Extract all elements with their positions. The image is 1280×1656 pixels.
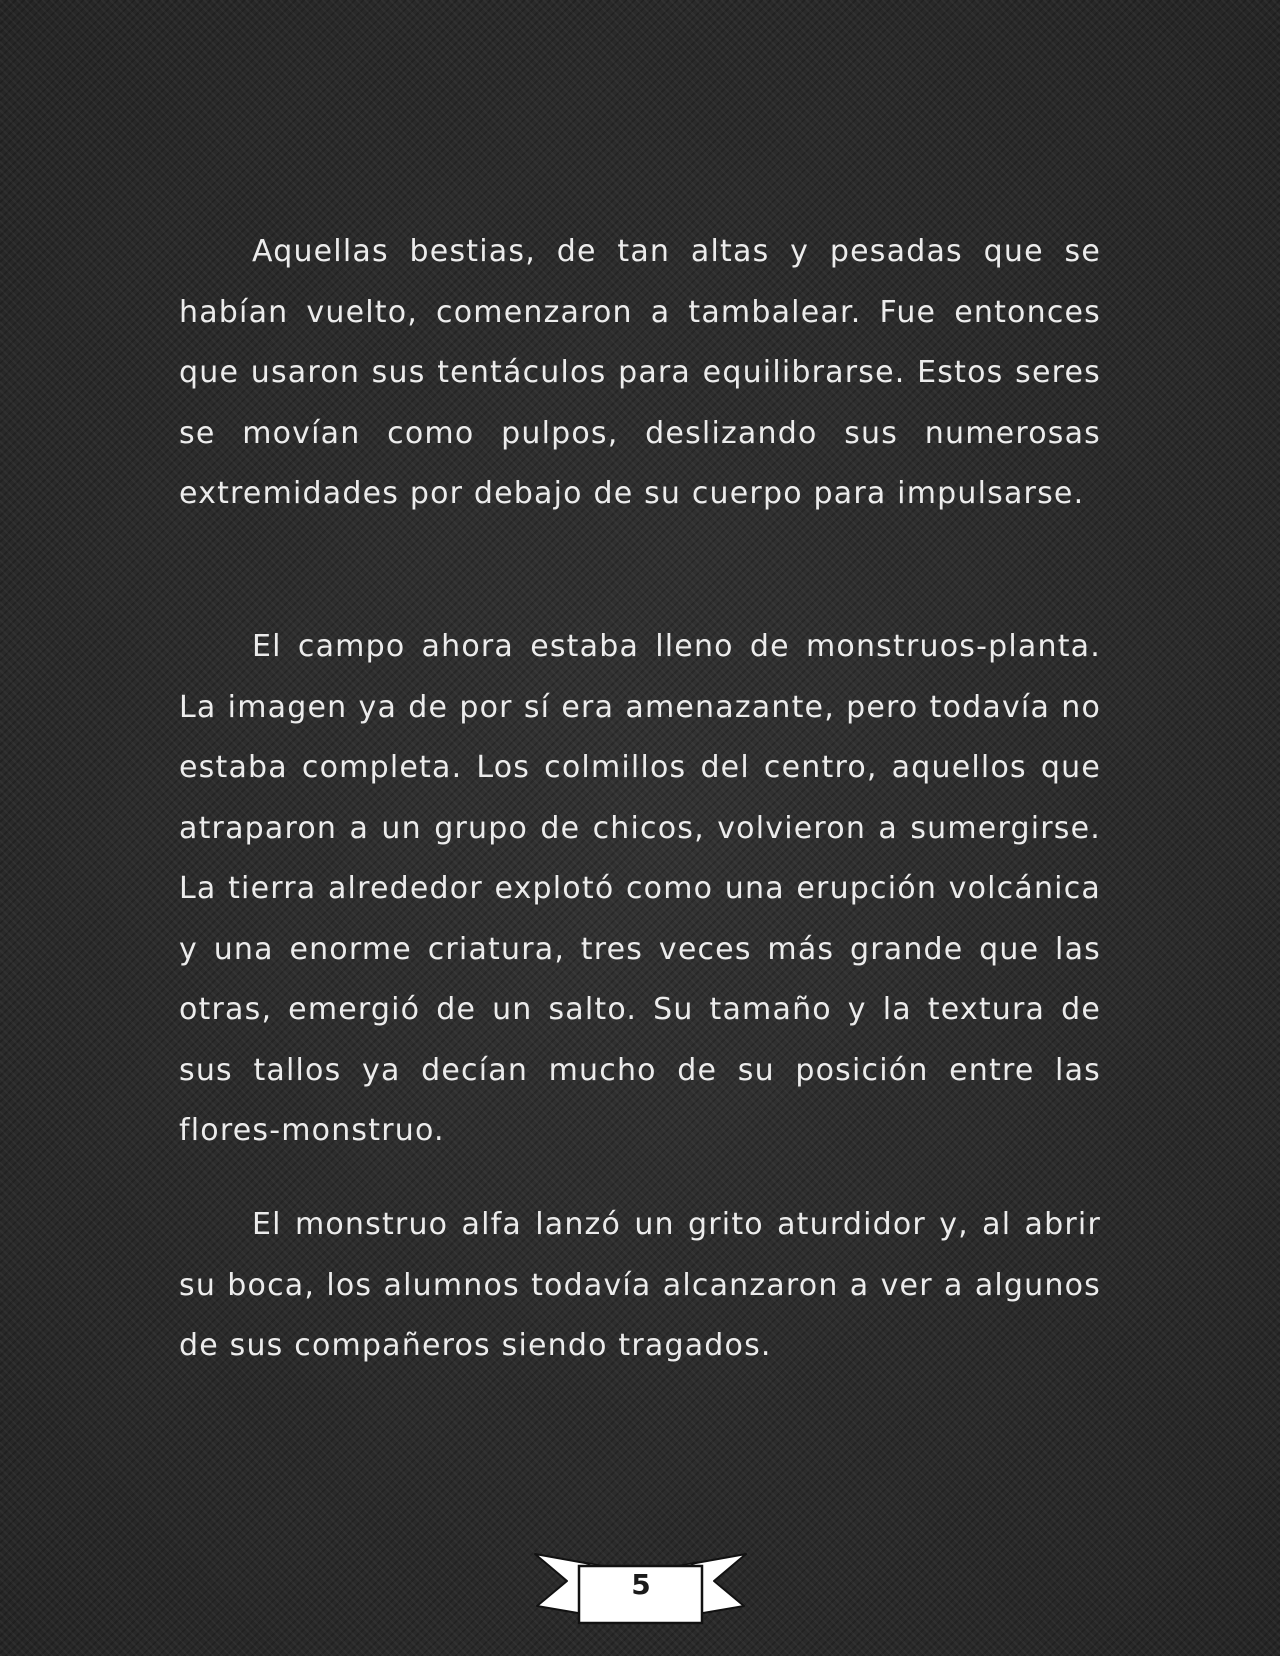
paragraph-3: El monstruo alfa lanzó un grito aturdidor y, al abrir su boca, los alumnos todavía alcanzaron a ver a algunos de sus compañeros siendo tragados. — [179, 1207, 1101, 1363]
page-number-ribbon — [533, 1548, 748, 1628]
paragraph-2: El campo ahora estaba lleno de monstruos-planta. La imagen ya de por sí era amenazante, pero todavía no estaba completa. Los colmillos del centro, aquellos que atraparon a un grupo de chicos, volvieron a sumergirse. La tierra alrededor explotó como una erupción volcánica y una enorme criatura, tres veces más grande que las otras, emergió de un salto. Su tamaño y la textura de sus tallos ya decían mucho de su posición entre las flores-monstruo. — [179, 629, 1101, 1148]
page-number: 5 — [631, 1568, 651, 1601]
paragraph-1: Aquellas bestias, de tan altas y pesadas que se habían vuelto, comenzaron a tambalear. Fue entonces que usaron sus tentáculos para equilibrarse. Estos seres se movían como pulpos, deslizando sus numerosas extremidades por debajo de su cuerpo para impulsarse. — [179, 234, 1101, 511]
